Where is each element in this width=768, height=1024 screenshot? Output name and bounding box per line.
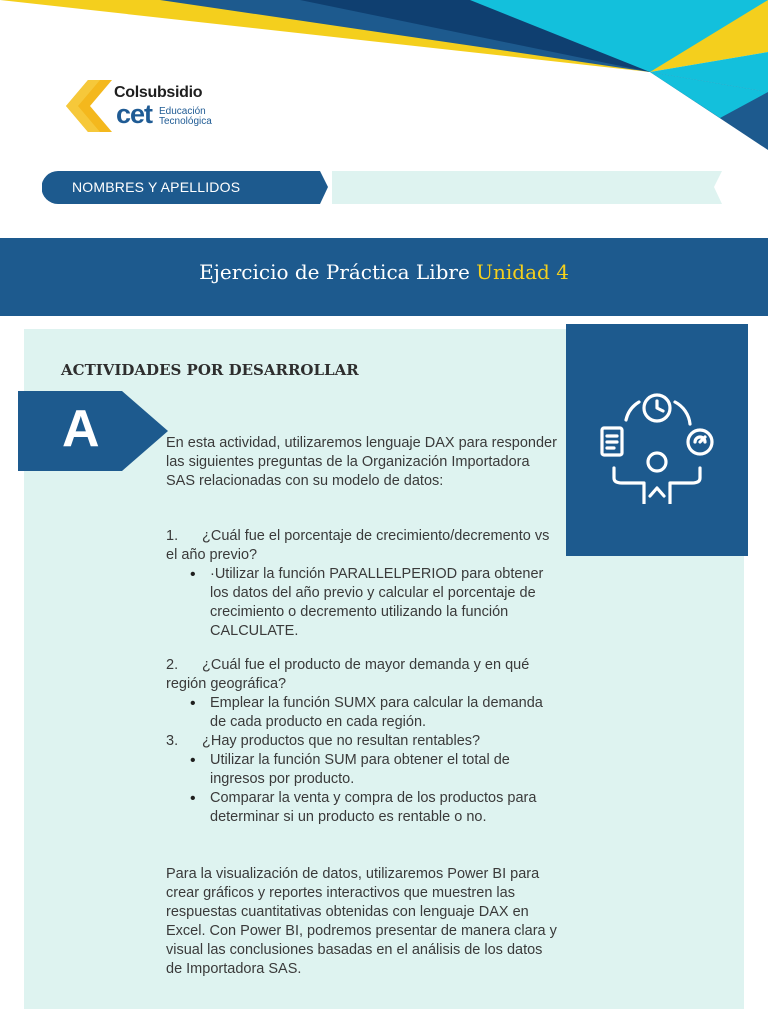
question-2 [166,656,558,732]
question-number: 2. [166,657,179,673]
bullet-item: • Utilizar la función SUM para obtener el total de ingresos por producto. [186,751,558,789]
question-text: 1. ¿Cuál fue el porcentaje de crecimiento/decremento vs el año previo? [166,528,550,563]
closing-paragraph: Para la visualización de datos, utilizaremos Power BI para crear gráficos y reportes interactivos que muestren las respuestas cuantitativas obtenidas con lenguaje DAX en Excel. Con Power BI, podremos presentar de manera clara y visual las conclusiones basadas en el análisis de los datos de Importadora SAS. [166,866,557,977]
title-accent: Unidad 4 [476,260,569,284]
question-bullets [186,694,558,732]
bullet-item: • ·Utilizar la función PARALLELPERIOD para obtener los datos del año previo y calcular el porcentaje de crecimiento o decremento utilizando la función CALCULATE. [186,565,558,641]
activity-icon-box [566,324,748,556]
title-banner [0,238,768,316]
question-bullets [186,751,558,827]
question-3 [166,732,558,827]
bullet-item: • Emplear la función SUMX para calcular la demanda de cada producto en cada región. [186,694,558,732]
brand-logo [66,80,236,136]
brand-subtitle: Educación Tecnológica [159,106,212,127]
section-heading: ACTIVIDADES POR DESARROLLAR [61,361,359,379]
page-title: Ejercicio de Práctica Libre Unidad 4 [199,260,569,284]
activity-letter-badge [18,391,168,471]
bullet-item: • Comparar la venta y compra de los productos para determinar si un producto es rentable o no. [186,789,558,827]
intro-paragraph: En esta actividad, utilizaremos lenguaje DAX para responder las siguientes preguntas de la Organización Importadora SAS relacionadas con su modelo de datos: [166,435,557,489]
brand-short: cet [116,99,153,129]
question-text: 2. ¿Cuál fue el producto de mayor demanda y en qué región geográfica? [166,657,530,692]
brand-name: Colsubsidio [114,84,203,101]
question-bullets [186,565,558,641]
question-1 [166,527,558,641]
chevron-logo-icon [66,80,116,132]
name-field[interactable] [42,171,722,204]
activity-letter: A [62,400,100,458]
question-number: 3. [166,733,179,749]
name-field-label: NOMBRES Y APELLIDOS [72,179,241,195]
question-text: 3. ¿Hay productos que no resultan rentables? [166,733,481,749]
person-juggling-tasks-icon [592,384,722,504]
question-number: 1. [166,528,179,544]
